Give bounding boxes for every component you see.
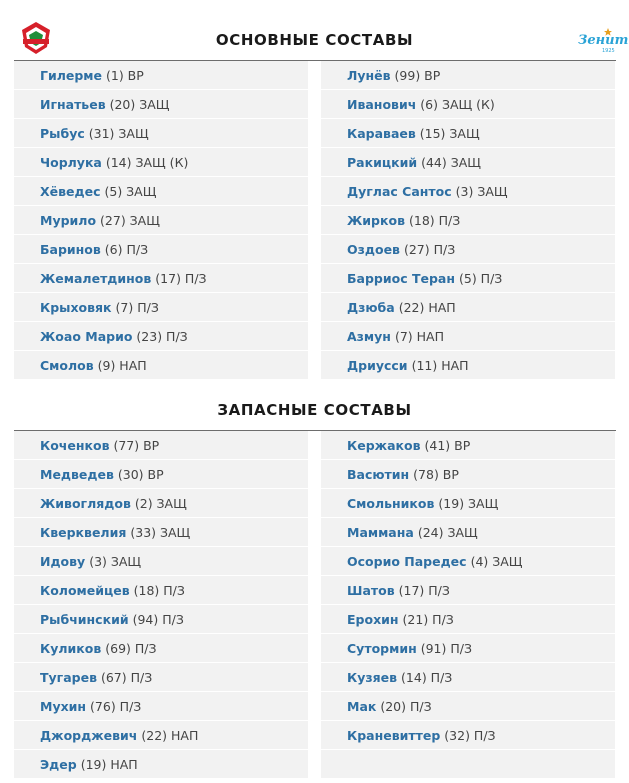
player-row: [14, 293, 308, 321]
player-row: [14, 460, 308, 488]
player-row: [14, 721, 308, 749]
player-info: (41) ВР: [424, 437, 471, 453]
player-name-link[interactable]: Мурило: [40, 212, 97, 228]
player-name-link[interactable]: Коченков: [40, 437, 110, 453]
player-info: (27) ЗАЩ: [100, 212, 160, 228]
player-name-link[interactable]: Мак: [347, 698, 377, 714]
player-name-link[interactable]: Дриусси: [347, 357, 408, 373]
player-row: [321, 177, 615, 205]
player-name-link[interactable]: Маммана: [347, 524, 414, 540]
player-info: (32) П/З: [444, 727, 496, 743]
player-info: (78) ВР: [413, 466, 459, 482]
player-row: [321, 605, 615, 633]
player-row: [14, 177, 308, 205]
player-row: [321, 518, 615, 546]
player-info: (14) П/З: [401, 669, 453, 685]
player-name-link[interactable]: Мухин: [40, 698, 87, 714]
player-name-link[interactable]: Дзюба: [347, 299, 395, 315]
player-info: (6) ЗАЩ (К): [420, 96, 495, 112]
away-substitutes-list: [321, 431, 615, 779]
player-info: (6) П/З: [104, 241, 149, 257]
player-row: [14, 576, 308, 604]
player-name-link[interactable]: Оздоев: [347, 241, 400, 257]
player-name-link[interactable]: Караваев: [347, 125, 416, 141]
player-row: [14, 489, 308, 517]
player-row: [14, 634, 308, 662]
player-row: [14, 206, 308, 234]
player-row: [14, 518, 308, 546]
player-info: (24) ЗАЩ: [417, 524, 478, 540]
player-info: (27) П/З: [403, 241, 456, 257]
player-row: [321, 90, 615, 118]
player-row: [14, 692, 308, 720]
player-row: [14, 431, 308, 459]
player-name-link[interactable]: Джорджевич: [40, 727, 138, 743]
svg-text:Зенит: Зенит: [578, 33, 629, 48]
player-name-link[interactable]: Жоао Марио: [40, 328, 133, 344]
substitutes-heading: ЗАПАСНЫЕ СОСТАВЫ: [217, 401, 412, 419]
player-name-link[interactable]: Баринов: [40, 241, 101, 257]
player-row: [321, 322, 615, 350]
player-info: (5) ЗАЩ: [104, 183, 157, 199]
player-name-link[interactable]: Тугарев: [40, 669, 97, 685]
player-info: (94) П/З: [132, 611, 184, 627]
player-name-link[interactable]: Сутормин: [347, 640, 417, 656]
player-info: (14) ЗАЩ (К): [105, 154, 189, 170]
player-row: [321, 547, 615, 575]
player-name-link[interactable]: Смольников: [347, 495, 435, 511]
empty-row: [321, 750, 615, 778]
player-name-link[interactable]: Идову: [40, 553, 86, 569]
player-row: [321, 489, 615, 517]
player-row: [321, 431, 615, 459]
player-name-link[interactable]: Рыбус: [40, 125, 85, 141]
player-row: [321, 264, 615, 292]
player-row: [14, 663, 308, 691]
player-info: (3) ЗАЩ: [455, 183, 508, 199]
player-row: [14, 605, 308, 633]
player-info: (19) ЗАЩ: [438, 495, 499, 511]
player-name-link[interactable]: Кверквелия: [40, 524, 127, 540]
player-name-link[interactable]: Лунёв: [347, 67, 391, 83]
player-name-link[interactable]: Азмун: [347, 328, 391, 344]
player-name-link[interactable]: Дуглас Сантос: [347, 183, 452, 199]
player-info: (21) П/З: [402, 611, 454, 627]
player-info: (3) ЗАЩ: [89, 553, 142, 569]
player-row: [14, 61, 308, 89]
player-name-link[interactable]: Ракицкий: [347, 154, 418, 170]
player-name-link[interactable]: Коломейцев: [40, 582, 130, 598]
player-info: (20) ЗАЩ: [109, 96, 170, 112]
player-name-link[interactable]: Васютин: [347, 466, 410, 482]
starting-lineups-heading: ОСНОВНЫЕ СОСТАВЫ: [215, 31, 414, 49]
player-info: (9) НАП: [97, 357, 147, 373]
player-row: [321, 634, 615, 662]
player-info: (19) НАП: [80, 756, 138, 772]
player-row: [14, 264, 308, 292]
svg-text:1925: 1925: [602, 48, 615, 54]
player-row: [14, 351, 308, 379]
player-row: [14, 148, 308, 176]
player-info: (1) ВР: [105, 67, 144, 83]
player-info: (76) П/З: [90, 698, 142, 714]
player-name-link[interactable]: Живоглядов: [40, 495, 131, 511]
player-info: (22) НАП: [398, 299, 456, 315]
player-name-link[interactable]: Хёведес: [40, 183, 101, 199]
player-row: [321, 235, 615, 263]
player-info: (18) П/З: [133, 582, 185, 598]
player-name-link[interactable]: Гилерме: [40, 67, 102, 83]
player-name-link[interactable]: Рыбчинский: [40, 611, 129, 627]
player-row: [321, 663, 615, 691]
player-info: (33) ЗАЩ: [130, 524, 191, 540]
player-info: (11) НАП: [411, 357, 469, 373]
player-row: [321, 119, 615, 147]
player-name-link[interactable]: Кержаков: [347, 437, 421, 453]
player-info: (31) ЗАЩ: [88, 125, 149, 141]
player-info: (20) П/З: [380, 698, 432, 714]
player-info: (15) ЗАЩ: [419, 125, 480, 141]
player-info: (44) ЗАЩ: [421, 154, 481, 170]
player-row: [321, 460, 615, 488]
player-name-link[interactable]: Кузяев: [347, 669, 398, 685]
player-row: [14, 119, 308, 147]
player-name-link[interactable]: Шатов: [347, 582, 395, 598]
player-name-link[interactable]: Смолов: [40, 357, 94, 373]
player-info: (67) П/З: [100, 669, 153, 685]
player-name-link[interactable]: Эдер: [40, 756, 77, 772]
player-info: (22) НАП: [141, 727, 199, 743]
player-row: [321, 576, 615, 604]
player-name-link[interactable]: Игнатьев: [40, 96, 106, 112]
player-name-link[interactable]: Иванович: [347, 96, 417, 112]
player-name-link[interactable]: Куликов: [40, 640, 102, 656]
player-info: (4) ЗАЩ: [470, 553, 523, 569]
home-starting-list: [14, 61, 308, 380]
player-info: (91) П/З: [420, 640, 472, 656]
player-row: [321, 692, 615, 720]
player-row: [14, 235, 308, 263]
player-row: [321, 206, 615, 234]
player-info: (17) П/З: [398, 582, 450, 598]
player-info: (30) ВР: [117, 466, 164, 482]
home-substitutes-list: [14, 431, 308, 779]
player-row: [321, 61, 615, 89]
player-row: [321, 721, 615, 749]
player-row: [321, 293, 615, 321]
player-name-link[interactable]: Барриос Теран: [347, 270, 455, 286]
player-info: (99) ВР: [394, 67, 441, 83]
player-info: (17) П/З: [155, 270, 207, 286]
player-info: (5) П/З: [458, 270, 503, 286]
player-info: (23) П/З: [136, 328, 188, 344]
player-info: (69) П/З: [105, 640, 157, 656]
player-row: [14, 547, 308, 575]
player-info: (7) НАП: [394, 328, 444, 344]
player-info: (7) П/З: [115, 299, 159, 315]
player-info: (2) ЗАЩ: [134, 495, 187, 511]
player-name-link[interactable]: Чорлука: [40, 154, 102, 170]
player-name-link[interactable]: Краневиттер: [347, 727, 441, 743]
player-info: (18) П/З: [408, 212, 461, 228]
player-name-link[interactable]: Жемалетдинов: [40, 270, 152, 286]
player-row: [321, 351, 615, 379]
player-name-link[interactable]: Осорио Паредес: [347, 553, 467, 569]
player-row: [14, 750, 308, 778]
player-info: (77) ВР: [113, 437, 160, 453]
away-starting-list: [321, 61, 615, 380]
player-row: [321, 148, 615, 176]
player-row: [14, 90, 308, 118]
player-row: [14, 322, 308, 350]
player-name-link[interactable]: Ерохин: [347, 611, 399, 627]
player-name-link[interactable]: Крыховяк: [40, 299, 112, 315]
player-name-link[interactable]: Медведев: [40, 466, 114, 482]
player-name-link[interactable]: Жирков: [347, 212, 405, 228]
